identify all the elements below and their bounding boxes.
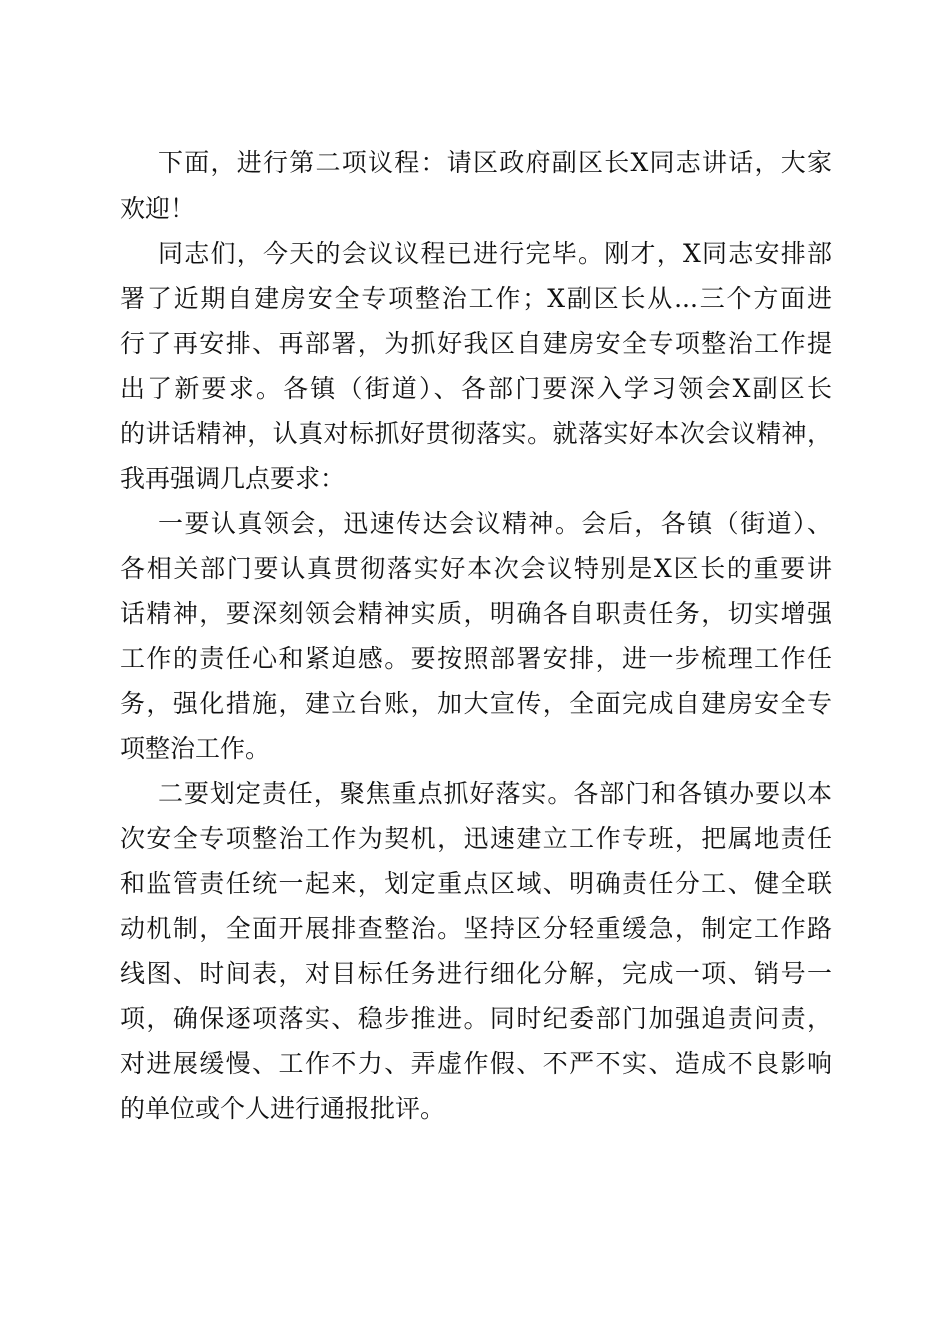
paragraph-4-line-5: 线图、时间表，对目标任务进行细化分解，完成一项、销号一 [120, 959, 832, 988]
paragraph-2-line-6: 我再强调几点要求： [120, 464, 346, 493]
paragraph-4-line-3: 和监管责任统一起来，划定重点区域、明确责任分工、健全联 [120, 869, 832, 898]
paragraph-1-line-2: 欢迎！ [120, 194, 196, 223]
paragraph-3-line-2: 各相关部门要认真贯彻落实好本次会议特别是X区长的重要讲 [120, 554, 832, 583]
paragraph-2-line-2: 署了近期自建房安全专项整治工作；X副区长从...三个方面进 [120, 284, 832, 313]
paragraph-1-line-1: 下面，进行第二项议程：请区政府副区长X同志讲话，大家 [158, 148, 832, 177]
paragraph-2-line-4: 出了新要求。各镇（街道）、各部门要深入学习领会X副区长 [120, 374, 832, 403]
paragraph-2-line-3: 行了再安排、再部署，为抓好我区自建房安全专项整治工作提 [120, 329, 832, 358]
paragraph-3-line-3: 话精神，要深刻领会精神实质，明确各自职责任务，切实增强 [120, 599, 832, 628]
paragraph-4-line-7: 对进展缓慢、工作不力、弄虚作假、不严不实、造成不良影响 [120, 1049, 832, 1078]
paragraph-4-line-6: 项，确保逐项落实、稳步推进。同时纪委部门加强追责问责， [120, 1004, 832, 1033]
paragraph-4-line-1: 二要划定责任，聚焦重点抓好落实。各部门和各镇办要以本 [158, 779, 832, 808]
paragraph-3-line-6: 项整治工作。 [120, 734, 271, 763]
paragraph-4-line-8: 的单位或个人进行通报批评。 [120, 1094, 446, 1123]
paragraph-3-line-4: 工作的责任心和紧迫感。要按照部署安排，进一步梳理工作任 [120, 644, 832, 673]
paragraph-4-line-2: 次安全专项整治工作为契机，迅速建立工作专班，把属地责任 [120, 824, 832, 853]
paragraph-3-line-5: 务，强化措施，建立台账，加大宣传，全面完成自建房安全专 [120, 689, 832, 718]
paragraph-3-line-1: 一要认真领会，迅速传达会议精神。会后，各镇（街道）、 [158, 509, 832, 538]
paragraph-4-line-4: 动机制，全面开展排查整治。坚持区分轻重缓急，制定工作路 [120, 914, 832, 943]
paragraph-2-line-1: 同志们，今天的会议议程已进行完毕。刚才，X同志安排部 [158, 239, 832, 268]
paragraph-2-line-5: 的讲话精神，认真对标抓好贯彻落实。就落实好本次会议精神， [120, 419, 832, 448]
